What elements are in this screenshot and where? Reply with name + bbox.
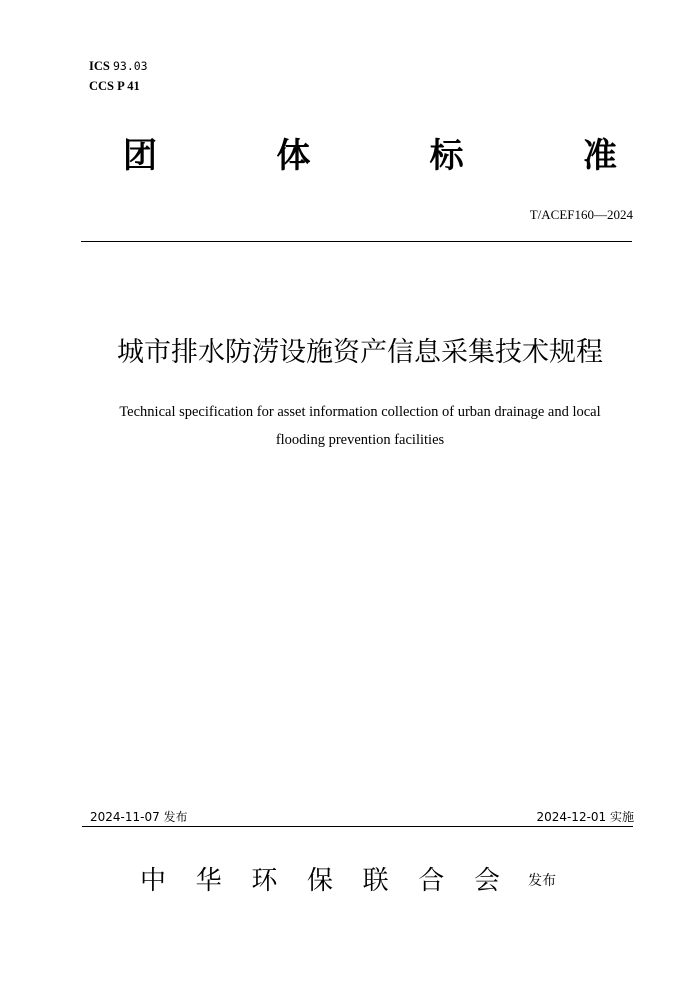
document-title-en xyxy=(80,398,640,454)
standard-type-char: 标 xyxy=(429,135,464,176)
publisher-char: 联 xyxy=(362,865,389,896)
standard-type-heading xyxy=(120,130,620,174)
ics-code xyxy=(89,58,148,74)
title-en-line: flooding prevention facilities xyxy=(275,432,445,448)
ccs-code: CCS P 41 xyxy=(89,79,140,93)
standard-type-char: 体 xyxy=(276,135,311,176)
implementation-date: 2024-12-01 实施 xyxy=(536,810,634,824)
title-en-line: Technical specification for asset information collection of urban drainage and local xyxy=(119,404,601,420)
ics-label: ICS xyxy=(89,59,110,73)
bottom-divider xyxy=(82,826,633,827)
issue-date: 2024-11-07 发布 xyxy=(90,810,188,824)
document-title-cn: 城市排水防涝设施资产信息采集技术规程 xyxy=(117,337,603,368)
publisher-char: 中 xyxy=(140,865,167,896)
publisher-char: 合 xyxy=(418,865,445,896)
standard-type-char: 团 xyxy=(123,135,157,176)
publisher-char: 会 xyxy=(473,865,500,896)
standard-number: T/ACEF160—2024 xyxy=(529,207,633,222)
publisher-char: 保 xyxy=(306,865,333,896)
standard-type-char: 准 xyxy=(582,135,617,176)
publisher-char: 环 xyxy=(251,865,278,896)
top-divider xyxy=(81,241,632,242)
publisher-char: 华 xyxy=(195,865,222,896)
publisher-issue-label: 发布 xyxy=(528,873,556,889)
ics-number: 93.03 xyxy=(112,59,148,73)
publisher-name xyxy=(140,860,500,896)
